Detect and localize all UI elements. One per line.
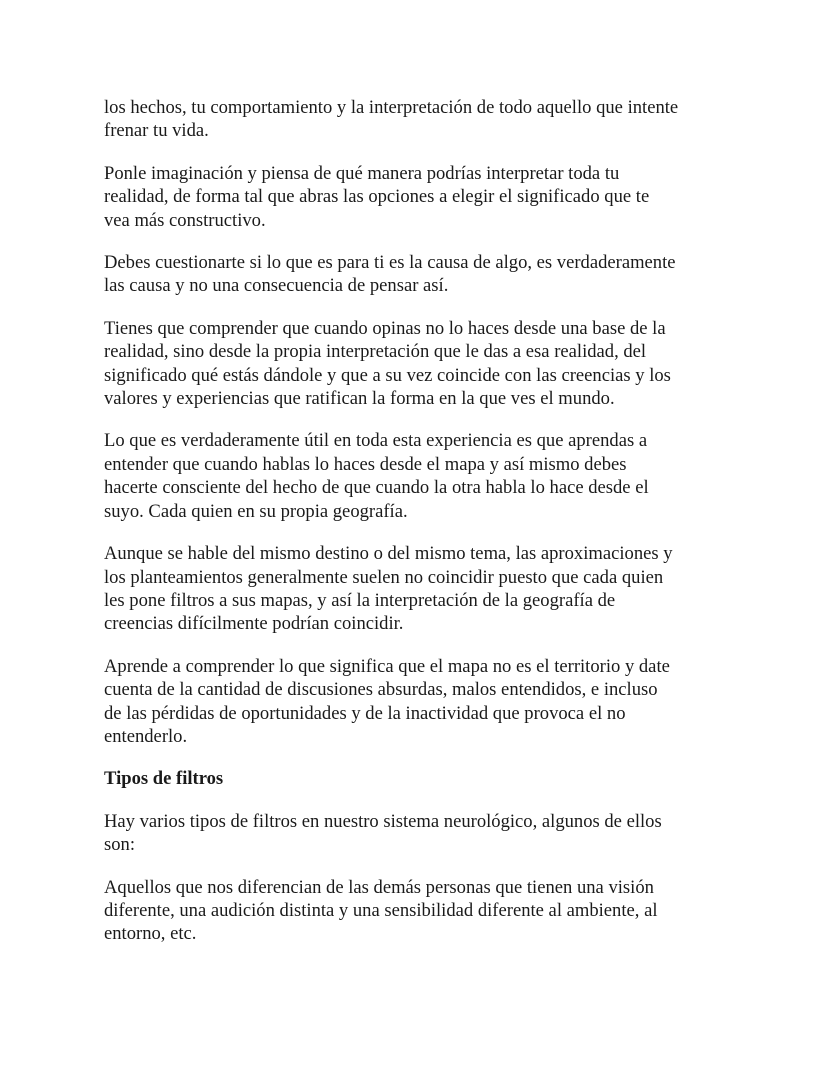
- text-line: Hay varios tipos de filtros en nuestro sistema neurológico, algunos de ellos: [104, 810, 662, 832]
- text-line: hacerte consciente del hecho de que cuando la otra habla lo hace desde el: [104, 477, 649, 499]
- text-line: frenar tu vida.: [104, 120, 209, 142]
- paragraph-7: [104, 655, 744, 749]
- paragraph-8: [104, 810, 744, 857]
- paragraph-3: [104, 251, 744, 298]
- paragraph-2: [104, 162, 744, 232]
- text-line: Aprende a comprender lo que significa que el mapa no es el territorio y date: [104, 655, 670, 677]
- text-line: realidad, sino desde la propia interpretación que le das a esa realidad, del: [104, 341, 647, 363]
- text-line: entenderlo.: [104, 725, 188, 747]
- text-line: las causa y no una consecuencia de pensar así.: [104, 275, 449, 297]
- text-line: Aquellos que nos diferencian de las demás personas que tienen una visión: [104, 876, 654, 898]
- text-line: Tienes que comprender que cuando opinas no lo haces desde una base de la: [104, 317, 666, 339]
- text-line: creencias difícilmente podrían coincidir.: [104, 613, 404, 635]
- paragraph-6: [104, 542, 744, 636]
- text-line: los hechos, tu comportamiento y la interpretación de todo aquello que intente: [104, 97, 679, 118]
- text-line: cuenta de la cantidad de discusiones absurdas, malos entendidos, e incluso: [104, 679, 658, 701]
- text-line: significado qué estás dándole y que a su vez coincide con las creencias y los: [104, 364, 671, 386]
- text-line: Lo que es verdaderamente útil en toda esta experiencia es que aprendas a: [104, 430, 648, 452]
- text-line: les pone filtros a sus mapas, y así la interpretación de la geografía de: [104, 589, 616, 611]
- section-heading: [104, 767, 744, 790]
- text-line: entender que cuando hablas lo haces desde el mapa y así mismo debes: [104, 453, 627, 475]
- paragraph-1: [104, 96, 744, 143]
- text-line: valores y experiencias que ratifican la forma en la que ves el mundo.: [104, 388, 615, 410]
- text-line: diferente, una audición distinta y una sensibilidad diferente al ambiente, al: [104, 899, 658, 921]
- text-line: realidad, de forma tal que abras las opciones a elegir el significado que te: [104, 186, 650, 208]
- text-line: Debes cuestionarte si lo que es para ti es la causa de algo, es verdaderamente: [104, 252, 676, 274]
- paragraph-9: [104, 876, 744, 946]
- text-line: entorno, etc.: [104, 923, 197, 945]
- document-page: [104, 96, 744, 965]
- text-line: vea más constructivo.: [104, 209, 266, 231]
- text-line: suyo. Cada quien en su propia geografía.: [104, 500, 408, 522]
- paragraph-5: [104, 429, 744, 523]
- heading-text: Tipos de filtros: [104, 768, 224, 790]
- text-line: los planteamientos generalmente suelen no coincidir puesto que cada quien: [104, 566, 664, 588]
- text-line: Ponle imaginación y piensa de qué manera podrías interpretar toda tu: [104, 162, 620, 184]
- paragraph-4: [104, 317, 744, 411]
- text-line: de las pérdidas de oportunidades y de la inactividad que provoca el no: [104, 702, 626, 724]
- text-line: son:: [104, 834, 135, 856]
- text-line: Aunque se hable del mismo destino o del mismo tema, las aproximaciones y: [104, 543, 673, 565]
